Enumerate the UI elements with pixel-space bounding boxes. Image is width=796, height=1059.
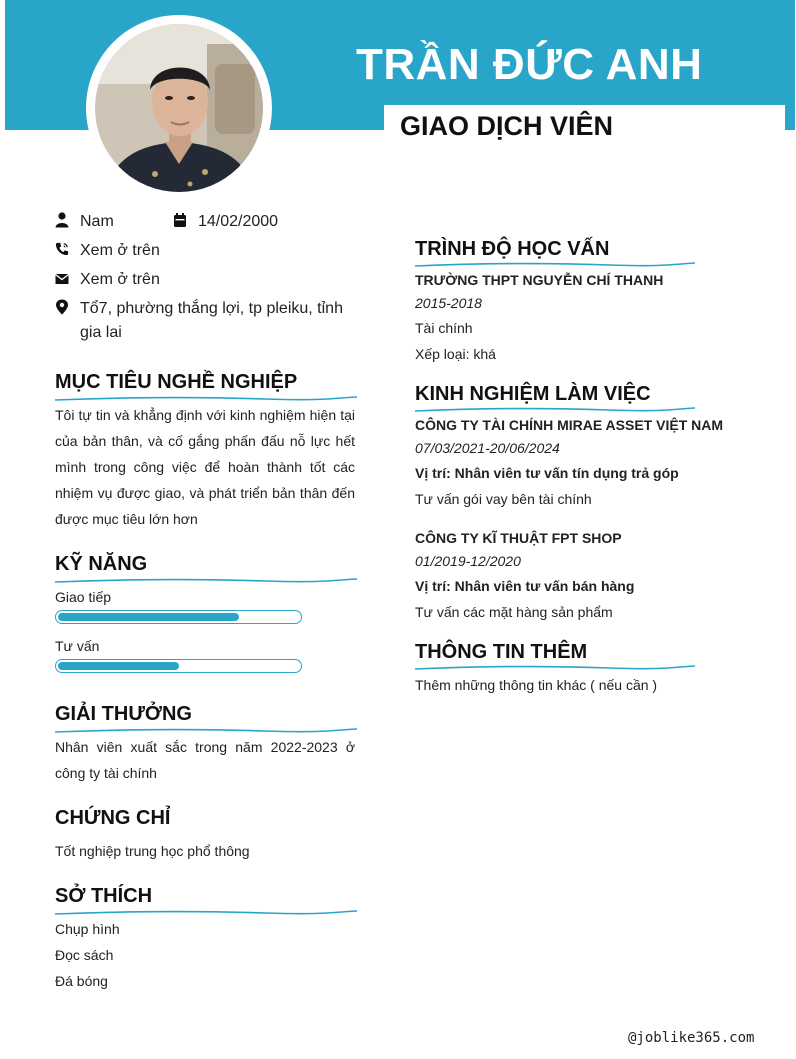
job-description: Tư vấn các mặt hàng sản phẩm — [415, 604, 613, 620]
skill-fill-1 — [58, 662, 179, 670]
job-company: CÔNG TY TÀI CHÍNH MIRAE ASSET VIỆT NAM — [415, 417, 724, 433]
envelope-icon — [55, 270, 69, 286]
education-period: 2015-2018 — [415, 295, 482, 311]
job-title-box — [384, 105, 785, 165]
job-title: GIAO DỊCH VIÊN — [400, 111, 614, 141]
email-value: Xem ở trên — [80, 271, 160, 288]
extra-text: Thêm những thông tin khác ( nếu cần ) — [415, 677, 658, 693]
skill-name-1: Tư vấn — [55, 638, 100, 654]
education-school: TRƯỜNG THPT NGUYỄN CHÍ THANH — [415, 272, 664, 288]
skill-fill-0 — [58, 613, 239, 621]
skill-bar-0 — [55, 610, 302, 624]
experience-title: KINH NGHIỆM LÀM VIỆC — [415, 383, 651, 405]
education-grade: Xếp loại: khá — [415, 346, 496, 362]
address-value: Tổ7, phường thắng lợi, tp pleiku, tỉnh gia lai — [80, 300, 343, 341]
profile-photo — [95, 24, 263, 192]
phone-value: Xem ở trên — [80, 242, 160, 259]
job-period: 07/03/2021-20/06/2024 — [415, 440, 560, 456]
skill-bar-1 — [55, 659, 302, 673]
user-icon — [55, 212, 69, 228]
certificates-title: CHỨNG CHỈ — [55, 807, 171, 829]
job-position: Vị trí: Nhân viên tư vấn bán hàng — [415, 578, 635, 594]
phone-icon — [55, 241, 69, 257]
certificates-text: Tốt nghiệp trung học phổ thông — [55, 843, 250, 859]
education-title: TRÌNH ĐỘ HỌC VẤN — [415, 238, 610, 260]
education-major: Tài chính — [415, 320, 473, 336]
extra-divider — [415, 664, 695, 672]
hobby-item: Đá bóng — [55, 973, 108, 989]
birthday-value: 14/02/2000 — [198, 213, 279, 230]
calendar-icon — [173, 212, 187, 228]
candidate-name: TRẦN ĐỨC ANH — [356, 40, 703, 89]
objective-text: Tôi tự tin và khẳng định với kinh nghiệm hiện tại của bản thân, và cố gắng phấn đấu nỗ lực hết mình trong công việc để hoàn thành tốt các nhiệm vụ được giao, và phát triển bản thân đến được mục tiêu lớn hơn — [55, 407, 355, 527]
extra-title: THÔNG TIN THÊM — [415, 641, 588, 663]
job-company: CÔNG TY KĨ THUẬT FPT SHOP — [415, 530, 622, 546]
awards-text: Nhân viên xuất sắc trong năm 2022-2023 ở công ty tài chính — [55, 739, 355, 781]
job-period: 01/2019-12/2020 — [415, 553, 521, 569]
job-description: Tư vấn gói vay bên tài chính — [415, 491, 592, 507]
footer-handle: @joblike365.com — [628, 1030, 755, 1046]
skills-title: KỸ NĂNG — [55, 553, 148, 575]
skill-name-0: Giao tiếp — [55, 589, 112, 605]
avatar — [86, 15, 272, 201]
awards-title: GIẢI THƯỞNG — [55, 703, 192, 725]
hobby-item: Đọc sách — [55, 947, 114, 963]
hobby-item: Chụp hình — [55, 921, 120, 937]
gender-value: Nam — [80, 213, 114, 230]
objective-title: MỤC TIÊU NGHỀ NGHIỆP — [55, 371, 298, 393]
job-position: Vị trí: Nhân viên tư vấn tín dụng trả góp — [415, 465, 679, 481]
hobbies-title: SỞ THÍCH — [55, 885, 153, 907]
location-pin-icon — [55, 299, 69, 315]
